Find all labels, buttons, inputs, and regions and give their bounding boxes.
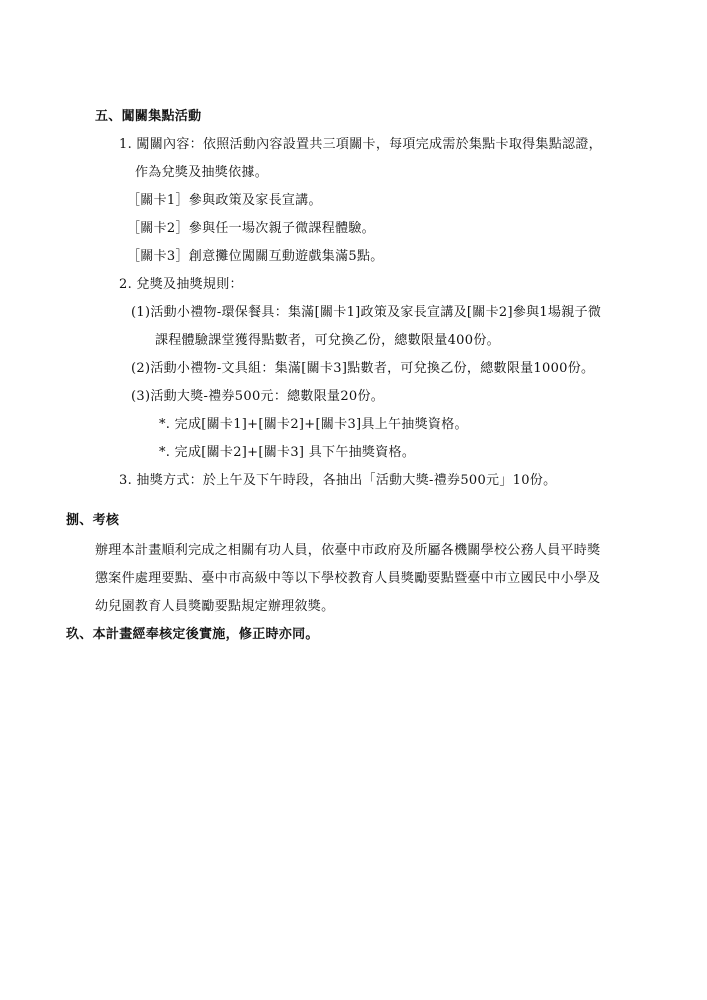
section-8-line-3: 幼兒園教育人員獎勵要點規定辦理敘獎。 bbox=[95, 599, 335, 614]
section-8-line-2: 懲案件處理要點、臺中市高級中等以下學校教育人員獎勵要點暨臺中市立國民中小學及 bbox=[95, 571, 601, 586]
section-9-heading: 玖、本計畫經奉核定後實施，修正時亦同。 bbox=[66, 627, 319, 642]
rule-1-line-1: (1)活動小禮物-環保餐具：集滿[關卡1]政策及家長宣講及[關卡2]參與1場親子微 bbox=[131, 305, 602, 320]
item-1-line-2: 作為兌獎及抽獎依據。 bbox=[135, 165, 269, 180]
rule-1-line-2: 課程體驗課堂獲得點數者，可兌換乙份，總數限量400份。 bbox=[155, 333, 500, 348]
item-2-heading: 2. 兌獎及抽獎規則： bbox=[119, 277, 243, 292]
section-5-heading: 五、闖關集點活動 bbox=[95, 109, 202, 124]
item-1-line-1: 1. 闖關內容：依照活動內容設置共三項關卡，每項完成需於集點卡取得集點認證， bbox=[119, 137, 602, 152]
stage-1-text: ［關卡1］參與政策及家長宣講。 bbox=[127, 193, 322, 208]
section-8-heading: 捌、考核 bbox=[66, 513, 120, 528]
rule-3-note-1: *. 完成[關卡1]+[關卡2]+[關卡3]具上午抽獎資格。 bbox=[159, 417, 468, 432]
stage-3-text: ［關卡3］創意攤位闖關互動遊戲集滿5點。 bbox=[127, 249, 384, 264]
stage-2-text: ［關卡2］參與任一場次親子微課程體驗。 bbox=[127, 221, 375, 236]
item-3-text: 3. 抽獎方式：於上午及下午時段，各抽出「活動大獎-禮券500元」10份。 bbox=[119, 473, 557, 488]
rule-3-note-2: *. 完成[關卡2]+[關卡3] 具下午抽獎資格。 bbox=[159, 445, 416, 460]
rule-2-text: (2)活動小禮物-文具組：集滿[關卡3]點數者，可兌換乙份，總數限量1000份。 bbox=[131, 361, 595, 376]
section-8-line-1: 辦理本計畫順利完成之相關有功人員，依臺中市政府及所屬各機關學校公務人員平時獎 bbox=[95, 543, 601, 558]
rule-3-text: (3)活動大獎-禮券500元：總數限量20份。 bbox=[131, 389, 385, 404]
